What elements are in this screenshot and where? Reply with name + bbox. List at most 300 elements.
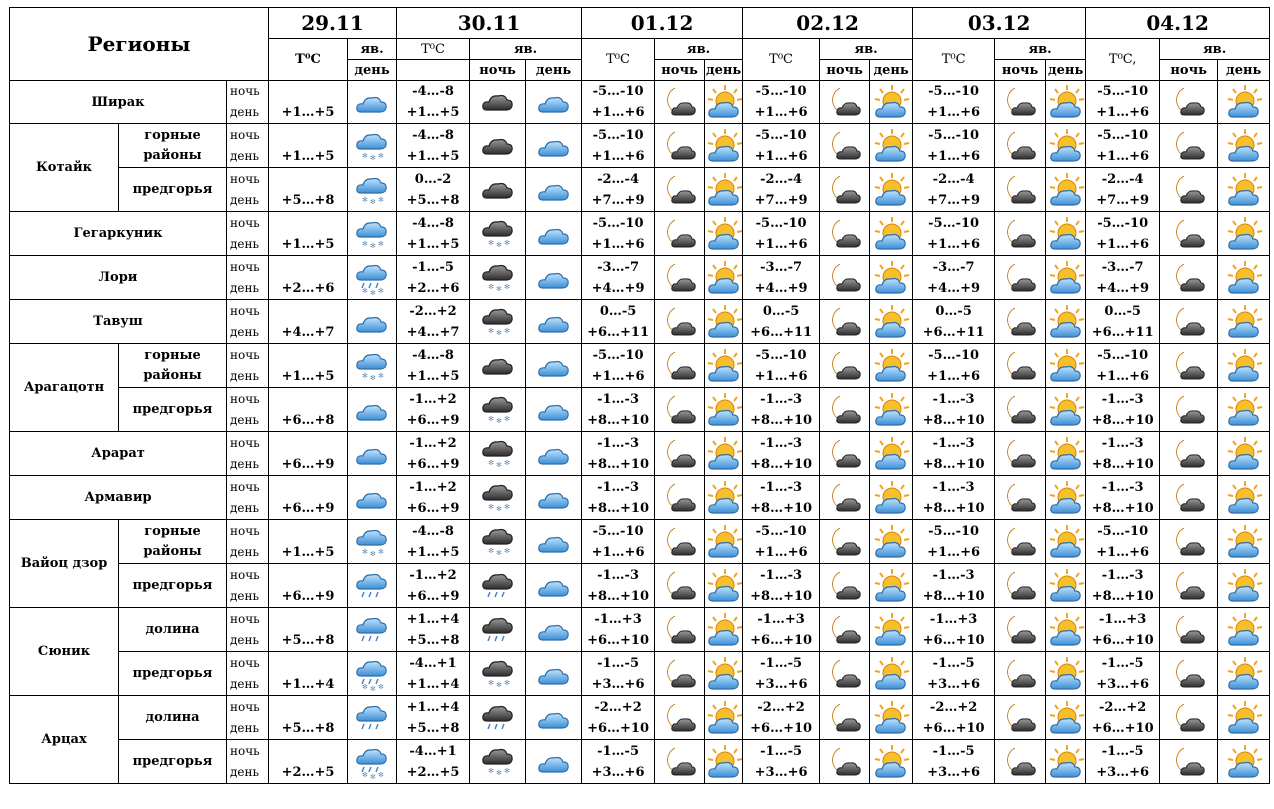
temperature-cell — [913, 476, 995, 520]
svg-text:✻: ✻ — [378, 682, 384, 691]
night-temperature: -1…-3 — [932, 479, 975, 495]
sun-cloud-icon — [870, 212, 913, 256]
table-row — [10, 344, 1270, 388]
sun-cloud-icon — [1046, 564, 1086, 608]
night-temperature: -1…-5 — [412, 259, 454, 275]
moon-cloud-icon — [995, 476, 1046, 520]
sun-cloud-icon — [1046, 124, 1086, 168]
temperature-cell — [1086, 300, 1160, 344]
temperature-cell — [1086, 256, 1160, 300]
temperature-cell — [397, 652, 470, 696]
sun-cloud-icon — [1046, 344, 1086, 388]
night-day-labels — [227, 212, 269, 256]
dark-cloud-snow-icon — [470, 652, 526, 696]
day-temperature: +1…+5 — [406, 236, 460, 252]
sun-cloud-icon — [870, 652, 913, 696]
sun-cloud-icon — [1218, 81, 1270, 124]
temperature-cell — [397, 81, 470, 124]
night-temperature: -1…-5 — [597, 743, 639, 759]
moon-cloud-icon — [820, 344, 870, 388]
day-label: день — [230, 544, 260, 559]
temperature-cell — [269, 652, 348, 696]
day-temperature: +1…+6 — [927, 544, 981, 560]
night-temperature: -1…-5 — [760, 655, 803, 671]
day-header: день — [348, 60, 397, 81]
moon-cloud-icon — [995, 124, 1046, 168]
day-temperature: +6…+9 — [406, 588, 460, 604]
temperature-cell — [582, 652, 655, 696]
dark-cloud-snow-icon — [470, 256, 526, 300]
table-row — [10, 168, 1270, 212]
day-label: день — [230, 412, 260, 427]
day-temperature: +6…+11 — [587, 324, 650, 340]
sun-cloud-icon — [1218, 432, 1270, 476]
date-header-1: 29.11 — [269, 8, 397, 39]
temperature-header: T⁰C — [582, 39, 655, 81]
day-label: день — [230, 720, 260, 735]
sun-cloud-icon — [705, 300, 743, 344]
moon-cloud-icon — [995, 212, 1046, 256]
day-temperature: +3…+6 — [1096, 764, 1150, 780]
night-temperature: -1…-3 — [760, 479, 803, 495]
day-temperature: +6…+9 — [406, 456, 460, 472]
phenomena-header: яв. — [470, 39, 582, 60]
moon-cloud-icon — [1160, 608, 1218, 652]
night-temperature: -1…+2 — [409, 479, 457, 495]
day-temperature: +8…+10 — [750, 588, 813, 604]
night-temperature: -4…-8 — [412, 127, 454, 143]
temperature-cell — [269, 476, 348, 520]
subregion-name: предгорья — [119, 168, 227, 212]
table-row — [10, 476, 1270, 520]
night-temperature: -3…-7 — [932, 259, 975, 275]
day-temperature: +6…+9 — [406, 500, 460, 516]
temperature-cell — [582, 564, 655, 608]
moon-cloud-icon — [820, 388, 870, 432]
sun-cloud-icon — [870, 81, 913, 124]
subregion-name: предгорья — [119, 564, 227, 608]
cloud-icon — [526, 388, 582, 432]
table-row — [10, 608, 1270, 652]
moon-cloud-icon — [820, 608, 870, 652]
temperature-cell — [743, 124, 820, 168]
dark-cloud-snow-icon — [470, 388, 526, 432]
sun-cloud-icon — [1046, 432, 1086, 476]
moon-cloud-icon — [820, 432, 870, 476]
dark-cloud-snow-icon — [470, 432, 526, 476]
svg-text:✻: ✻ — [370, 549, 376, 558]
night-temperature: -1…-3 — [932, 391, 975, 407]
moon-cloud-icon — [820, 300, 870, 344]
night-label: ночь — [230, 171, 260, 186]
day-temperature: +1…+6 — [1096, 105, 1150, 120]
day-label: день — [230, 456, 260, 471]
sun-cloud-icon — [870, 124, 913, 168]
temperature-cell — [1086, 608, 1160, 652]
night-temperature: -2…+2 — [594, 699, 642, 715]
night-temperature: -5…-10 — [592, 127, 644, 143]
night-temperature — [269, 169, 347, 190]
day-temperature: +1…+6 — [591, 236, 645, 252]
night-temperature: -1…+2 — [409, 435, 457, 451]
day-temperature: +5…+8 — [406, 192, 460, 208]
cloud-icon — [526, 432, 582, 476]
night-temperature: -5…-10 — [592, 84, 644, 99]
svg-text:✻: ✻ — [503, 766, 510, 775]
moon-cloud-icon — [655, 212, 705, 256]
day-temperature: +6…+10 — [1091, 632, 1154, 648]
day-label: день — [230, 368, 260, 383]
day-temperature: +6…+10 — [922, 720, 985, 736]
date-header-3: 01.12 — [582, 8, 743, 39]
day-header: день — [705, 60, 743, 81]
cloud-icon — [526, 608, 582, 652]
night-temperature — [269, 81, 347, 102]
day-temperature: +1…+5 — [281, 148, 335, 164]
day-temperature: +1…+6 — [927, 148, 981, 164]
temperature-cell — [397, 300, 470, 344]
sun-cloud-icon — [870, 740, 913, 784]
day-temperature: +8…+10 — [922, 500, 985, 516]
night-temperature: -5…-10 — [1097, 523, 1149, 539]
night-label: ночь — [230, 84, 260, 98]
temperature-header: T⁰C — [913, 39, 995, 81]
temperature-cell — [743, 520, 820, 564]
night-temperature: -3…-7 — [1101, 259, 1144, 275]
date-header-6: 04.12 — [1086, 8, 1270, 39]
day-temperature: +6…+11 — [750, 324, 813, 340]
sun-cloud-icon — [1046, 212, 1086, 256]
night-temperature: -4…-8 — [412, 84, 454, 99]
temperature-cell — [913, 300, 995, 344]
day-label: день — [230, 236, 260, 251]
night-temperature — [269, 609, 347, 630]
day-temperature: +3…+6 — [927, 676, 981, 692]
night-temperature: -2…+2 — [757, 699, 805, 715]
moon-cloud-icon — [820, 696, 870, 740]
cloud-icon — [526, 696, 582, 740]
day-temperature: +1…+6 — [754, 236, 808, 252]
night-temperature: -2…+2 — [409, 303, 457, 319]
day-temperature: +5…+8 — [281, 720, 335, 736]
svg-text:✻: ✻ — [487, 766, 494, 775]
temperature-cell — [269, 520, 348, 564]
night-label: ночь — [230, 567, 260, 582]
cloud-rain-icon — [348, 564, 397, 608]
temperature-cell — [743, 740, 820, 784]
sun-cloud-icon — [705, 168, 743, 212]
night-temperature: -1…-5 — [760, 743, 803, 759]
svg-text:✻: ✻ — [362, 770, 368, 779]
moon-cloud-icon — [1160, 81, 1218, 124]
day-temperature: +8…+10 — [750, 456, 813, 472]
cloud-icon — [526, 652, 582, 696]
sun-cloud-icon — [870, 168, 913, 212]
day-header: день — [526, 60, 582, 81]
sun-cloud-icon — [1218, 564, 1270, 608]
cloud-icon — [526, 300, 582, 344]
temperature-cell — [397, 564, 470, 608]
night-label: ночь — [230, 259, 260, 274]
temperature-cell — [1086, 124, 1160, 168]
sun-cloud-icon — [1046, 388, 1086, 432]
region-name: Арагацотн — [10, 344, 119, 432]
night-temperature: -1…-3 — [597, 567, 639, 583]
forecast-body — [10, 81, 1270, 784]
night-header: ночь — [995, 60, 1046, 81]
svg-text:✻: ✻ — [503, 414, 510, 423]
svg-text:✻: ✻ — [495, 680, 502, 689]
night-day-labels — [227, 344, 269, 388]
night-temperature: -1…-3 — [932, 567, 975, 583]
temperature-cell — [269, 388, 348, 432]
moon-cloud-icon — [820, 564, 870, 608]
temperature-cell — [269, 300, 348, 344]
table-row — [10, 696, 1270, 740]
day-temperature: +1…+6 — [927, 236, 981, 252]
svg-text:✻: ✻ — [370, 197, 376, 206]
night-day-labels — [227, 740, 269, 784]
cloud-icon — [526, 256, 582, 300]
svg-text:✻: ✻ — [487, 282, 494, 291]
svg-text:✻: ✻ — [378, 286, 384, 295]
cloud-rain-icon — [348, 608, 397, 652]
sun-cloud-icon — [870, 520, 913, 564]
table-row — [10, 256, 1270, 300]
day-temperature: +3…+6 — [754, 676, 808, 692]
sun-cloud-icon — [1046, 300, 1086, 344]
night-temperature: -4…-8 — [412, 347, 454, 363]
moon-cloud-icon — [655, 432, 705, 476]
subregion-name: горные районы — [119, 344, 227, 388]
temperature-cell — [397, 124, 470, 168]
sun-cloud-icon — [1218, 520, 1270, 564]
svg-text:✻: ✻ — [487, 546, 494, 555]
sun-cloud-icon — [705, 124, 743, 168]
svg-text:✻: ✻ — [487, 414, 494, 423]
table-row — [10, 124, 1270, 168]
night-temperature: -1…-3 — [760, 435, 803, 451]
cloud-snow-icon — [348, 124, 397, 168]
day-header: день — [1046, 60, 1086, 81]
night-temperature: -2…+2 — [1098, 699, 1147, 715]
day-temperature: +6…+9 — [281, 456, 335, 472]
night-temperature: -5…-10 — [755, 84, 807, 99]
day-temperature: +6…+10 — [750, 632, 813, 648]
day-temperature: +8…+10 — [587, 412, 650, 428]
night-temperature: -2…+2 — [929, 699, 978, 715]
day-temperature: +4…+9 — [754, 280, 808, 296]
svg-text:✻: ✻ — [370, 373, 376, 382]
night-temperature: -5…-10 — [755, 347, 807, 363]
night-temperature: -1…-3 — [1101, 479, 1144, 495]
temperature-cell — [582, 168, 655, 212]
svg-text:✻: ✻ — [378, 371, 384, 380]
dark-cloud-snow-icon — [470, 300, 526, 344]
night-temperature — [269, 345, 347, 366]
svg-text:✻: ✻ — [487, 502, 494, 511]
sun-cloud-icon — [1218, 388, 1270, 432]
day-temperature: +1…+6 — [754, 368, 808, 384]
night-temperature — [269, 565, 347, 586]
night-temperature: -5…-10 — [592, 347, 644, 363]
day-temperature: +3…+6 — [591, 676, 645, 692]
svg-text:✻: ✻ — [378, 239, 384, 248]
svg-text:✻: ✻ — [495, 548, 502, 557]
sun-cloud-icon — [1218, 212, 1270, 256]
moon-cloud-icon — [820, 124, 870, 168]
temperature-cell — [913, 696, 995, 740]
temperature-cell — [743, 696, 820, 740]
day-temperature: +4…+9 — [1096, 280, 1150, 296]
moon-cloud-icon — [995, 520, 1046, 564]
moon-cloud-icon — [655, 256, 705, 300]
temperature-cell — [269, 740, 348, 784]
sun-cloud-icon — [870, 344, 913, 388]
temperature-cell — [582, 432, 655, 476]
night-label: ночь — [230, 479, 260, 494]
svg-text:✻: ✻ — [503, 282, 510, 291]
day-temperature: +5…+8 — [281, 192, 335, 208]
svg-text:✻: ✻ — [362, 547, 368, 556]
night-temperature: -5…-10 — [1097, 127, 1149, 143]
night-temperature — [269, 477, 347, 498]
subregion-name: предгорья — [119, 388, 227, 432]
night-day-labels — [227, 608, 269, 652]
temperature-cell — [397, 696, 470, 740]
temperature-cell — [913, 81, 995, 124]
date-header-4: 02.12 — [743, 8, 913, 39]
moon-cloud-icon — [820, 740, 870, 784]
temperature-cell — [1086, 520, 1160, 564]
day-temperature: +6…+9 — [406, 412, 460, 428]
region-name: Сюник — [10, 608, 119, 696]
moon-cloud-icon — [995, 432, 1046, 476]
night-temperature: +1…+4 — [406, 699, 460, 715]
moon-cloud-icon — [820, 476, 870, 520]
temperature-cell — [269, 256, 348, 300]
day-temperature: +1…+6 — [591, 105, 645, 120]
temperature-cell — [582, 124, 655, 168]
temperature-cell — [913, 608, 995, 652]
night-temperature: -1…-5 — [932, 655, 975, 671]
moon-cloud-icon — [1160, 564, 1218, 608]
day-label: день — [230, 588, 260, 603]
day-temperature: +7…+9 — [1096, 192, 1150, 208]
svg-text:✻: ✻ — [370, 153, 376, 162]
day-temperature: +1…+6 — [754, 544, 808, 560]
moon-cloud-icon — [1160, 344, 1218, 388]
sun-cloud-icon — [1046, 696, 1086, 740]
night-temperature: -3…-7 — [597, 259, 639, 275]
sun-cloud-icon — [705, 696, 743, 740]
cloud-snow-icon — [348, 520, 397, 564]
svg-text:✻: ✻ — [370, 684, 376, 692]
moon-cloud-icon — [995, 696, 1046, 740]
region-name: Арарат — [10, 432, 227, 476]
night-temperature: -1…-5 — [597, 655, 639, 671]
sun-cloud-icon — [705, 212, 743, 256]
temperature-cell — [1086, 388, 1160, 432]
table-row — [10, 564, 1270, 608]
day-temperature: +8…+10 — [587, 588, 650, 604]
phenomena-header: яв. — [1160, 39, 1270, 60]
temperature-cell — [269, 81, 348, 124]
night-temperature: -1…+3 — [1098, 611, 1147, 627]
night-temperature: -5…-10 — [592, 523, 644, 539]
dark-cloud-rain-icon — [470, 564, 526, 608]
svg-text:✻: ✻ — [370, 288, 376, 296]
svg-text:✻: ✻ — [487, 678, 494, 687]
night-header: ночь — [820, 60, 870, 81]
day-temperature: +6…+10 — [750, 720, 813, 736]
cloud-icon — [526, 476, 582, 520]
day-temperature: +1…+5 — [406, 368, 460, 384]
temperature-cell — [582, 388, 655, 432]
night-temperature — [269, 697, 347, 718]
cloud-icon — [526, 212, 582, 256]
day-temperature: +8…+10 — [587, 456, 650, 472]
night-temperature: -4…+1 — [409, 743, 457, 759]
night-temperature: -5…-10 — [1097, 347, 1149, 363]
day-label: день — [230, 676, 260, 691]
temperature-cell — [1086, 696, 1160, 740]
night-day-labels — [227, 256, 269, 300]
sun-cloud-icon — [705, 388, 743, 432]
temperature-cell — [582, 740, 655, 784]
subregion-name: горные районы — [119, 520, 227, 564]
moon-cloud-icon — [655, 608, 705, 652]
svg-text:✻: ✻ — [503, 502, 510, 511]
night-day-labels — [227, 124, 269, 168]
temperature-cell — [397, 608, 470, 652]
cloud-icon — [526, 81, 582, 124]
cloud-icon — [526, 168, 582, 212]
temperature-cell — [269, 212, 348, 256]
moon-cloud-icon — [820, 212, 870, 256]
day-temperature: +8…+10 — [922, 412, 985, 428]
night-temperature: -1…-3 — [1101, 435, 1144, 451]
moon-cloud-icon — [1160, 124, 1218, 168]
region-name: Лори — [10, 256, 227, 300]
day-label: день — [230, 280, 260, 295]
day-temperature: +1…+6 — [754, 105, 808, 120]
night-temperature — [269, 433, 347, 454]
night-temperature: 0…-2 — [414, 171, 452, 187]
sun-cloud-icon — [705, 608, 743, 652]
day-header: день — [870, 60, 913, 81]
night-temperature — [269, 125, 347, 146]
sun-cloud-icon — [1218, 300, 1270, 344]
temperature-cell — [743, 212, 820, 256]
sun-cloud-icon — [1046, 256, 1086, 300]
night-temperature: -5…-10 — [928, 215, 980, 231]
night-temperature: -5…-10 — [592, 215, 644, 231]
day-label: день — [230, 764, 260, 779]
temperature-header: T⁰C — [397, 39, 470, 60]
moon-cloud-icon — [655, 388, 705, 432]
subregion-name: предгорья — [119, 740, 227, 784]
day-temperature: +1…+4 — [281, 676, 335, 692]
cloud-icon — [526, 124, 582, 168]
day-temperature: +8…+10 — [1091, 500, 1154, 516]
day-temperature: +1…+5 — [406, 105, 460, 120]
day-label: день — [230, 500, 260, 515]
temperature-cell — [269, 564, 348, 608]
night-day-labels — [227, 388, 269, 432]
sun-cloud-icon — [705, 740, 743, 784]
day-temperature: +7…+9 — [591, 192, 645, 208]
